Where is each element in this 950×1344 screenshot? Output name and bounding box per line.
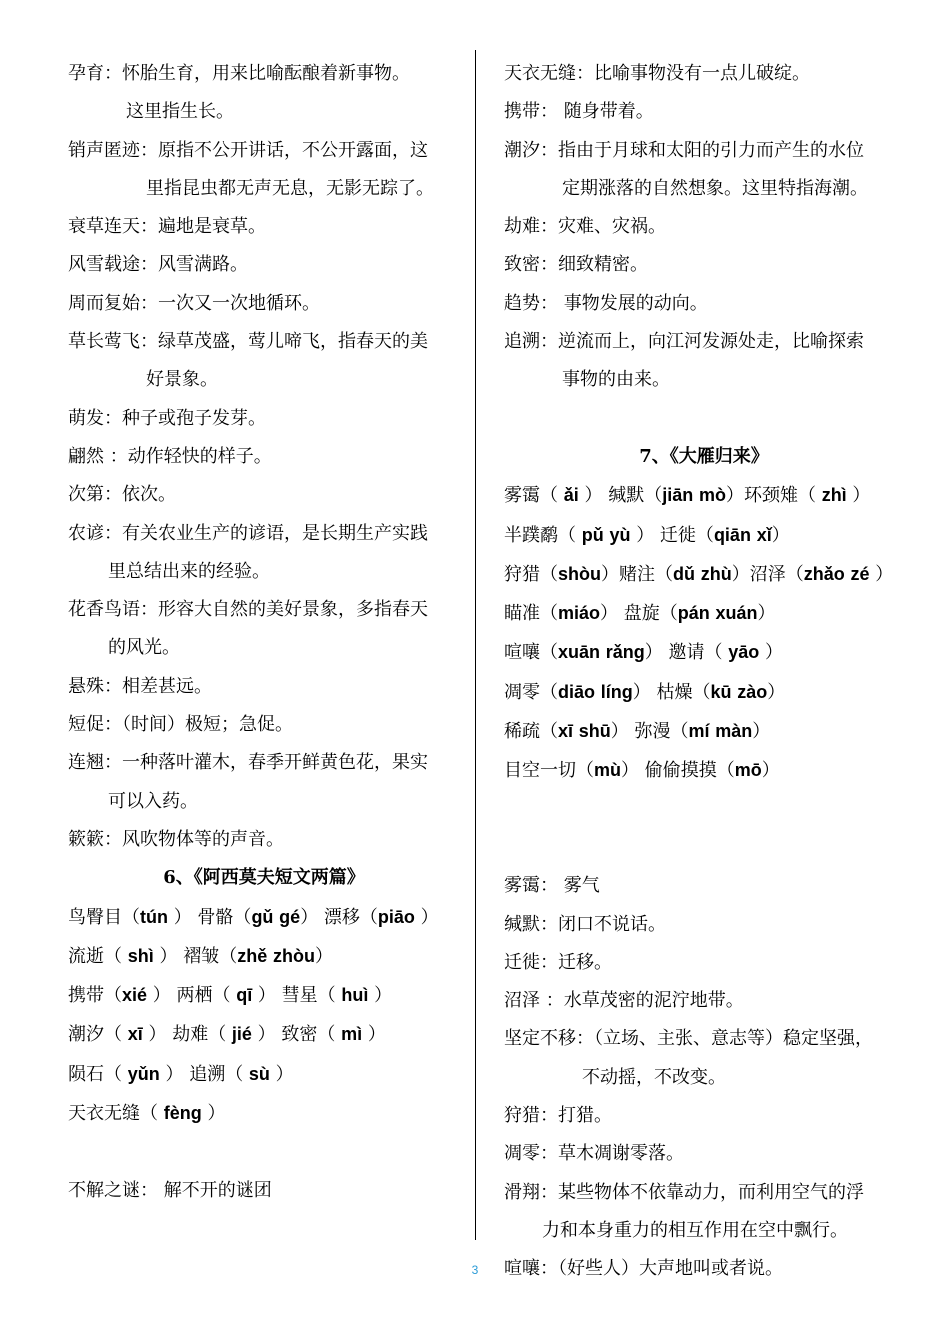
pinyin-line: 半蹼鹬（ pǔ yù ） 迁徙（qiān xǐ） (504, 524, 790, 546)
vocab-line: 风雪载途：风雪满路。 (68, 254, 248, 276)
vocab-line: 天衣无缝：比喻事物没有一点儿破绽。 (504, 63, 810, 84)
spacer (504, 791, 904, 829)
vocab-line: 沼泽 ：水草茂密的泥泞地带。 (504, 990, 744, 1012)
pinyin-line: 潮汐（ xī ） 劫难（ jié ） 致密（ mì ） (68, 1024, 386, 1046)
pinyin-line: 携带（xié ） 两栖（ qī ） 彗星（ huì ） (68, 985, 393, 1007)
vocab-line: 狩猎：打猎。 (504, 1105, 612, 1127)
pinyin-line: 陨石（ yǔn ） 追溯（ sù ） (68, 1063, 294, 1085)
column-divider (475, 50, 476, 1240)
pinyin-line: 瞄准（miáo） 盘旋（pán xuán） (504, 603, 776, 625)
vocab-line: 的风光。 (108, 637, 180, 659)
vocab-line: 周而复始：一次又一次地循环。 (68, 292, 320, 314)
vocab-line: 次第：依次。 (68, 484, 176, 506)
vocab-line: 坚定不移：（立场、主张、意志等）稳定坚强， (504, 1028, 873, 1050)
vocab-line: 追溯：逆流而上，向江河发源处走，比喻探索 (504, 331, 864, 353)
vocab-line: 喧嚷：（好些人）大声地叫或者说。 (504, 1258, 783, 1280)
pinyin-line: 喧嚷（xuān rǎng） 邀请（ yāo ） (504, 642, 783, 664)
vocab-line: 农谚：有关农业生产的谚语，是长期生产实践 (68, 522, 428, 544)
vocab-line: 不动摇，不改变。 (582, 1066, 726, 1088)
right-vocab-list-2 (504, 867, 904, 1288)
vocab-line: 凋零：草木凋谢零落。 (504, 1143, 684, 1165)
vocab-line: 事物的由来。 (562, 369, 670, 391)
vocab-line: 草长莺飞：绿草茂盛，莺儿啼飞，指春天的美 (68, 331, 428, 353)
pinyin-line: 流逝（ shì ） 褶皱（zhě zhòu） (68, 945, 333, 967)
right-vocab-list-1 (504, 55, 904, 400)
vocab-line: 缄默：闭口不说话。 (504, 913, 666, 935)
left-column (68, 55, 460, 1210)
vocab-line: 孕育：怀胎生育，用来比喻酝酿着新事物。 (68, 63, 410, 84)
vocab-line: 滑翔：某些物体不依靠动力，而利用空气的浮 (504, 1181, 864, 1203)
left-vocab-list-2 (68, 1172, 460, 1210)
section-heading-6: 6、《阿西莫夫短文两篇》 (163, 867, 365, 889)
spacer (68, 1133, 460, 1171)
vocab-line: 可以入药。 (108, 790, 198, 812)
vocab-line: 萌发：种子或孢子发芽。 (68, 407, 266, 429)
pinyin-line: 目空一切（mù） 偷偷摸摸（mō） (504, 760, 780, 782)
vocab-line: 花香鸟语：形容大自然的美好景象，多指春天 (68, 599, 428, 621)
section-heading-7: 7、《大雁归来》 (639, 445, 769, 467)
vocab-line: 里指昆虫都无声无息，无影无踪了。 (146, 177, 434, 199)
pinyin-line: 天衣无缝（ fèng ） (68, 1103, 226, 1125)
vocab-line: 簌簌：风吹物体等的声音。 (68, 828, 284, 850)
vocab-line: 悬殊：相差甚远。 (68, 675, 212, 697)
right-pinyin-list (504, 476, 904, 790)
vocab-line: 不解之谜： 解不开的谜团 (68, 1179, 272, 1201)
vocab-line: 潮汐：指由于月球和太阳的引力而产生的水位 (504, 139, 864, 161)
page-number: 3 (471, 1263, 479, 1277)
vocab-line: 衰草连天：遍地是衰草。 (68, 216, 266, 238)
vocab-line: 销声匿迹：原指不公开讲话，不公开露面，这 (68, 139, 428, 161)
left-vocab-list-1 (68, 55, 460, 859)
vocab-line: 定期涨落的自然想象。这里特指海潮。 (562, 177, 868, 199)
pinyin-line: 凋零（diāo líng） 枯燥（kū zào） (504, 681, 786, 703)
vocab-line: 连翘：一种落叶灌木，春季开鲜黄色花，果实 (68, 752, 428, 774)
vocab-line: 雾霭： 雾气 (504, 875, 600, 897)
pinyin-line: 狩猎（shòu）赌注（dǔ zhù）沼泽（zhǎo zé ） (504, 563, 894, 585)
spacer (504, 829, 904, 867)
left-pinyin-list (68, 898, 460, 1134)
vocab-line: 趋势： 事物发展的动向。 (504, 292, 708, 314)
pinyin-line: 雾霭（ ǎi ） 缄默（jiān mò）环颈雉（ zhì ） (504, 485, 871, 507)
vocab-line: 短促：（时间）极短；急促。 (68, 714, 293, 736)
spacer (504, 400, 904, 438)
vocab-line: 这里指生长。 (126, 101, 234, 123)
vocab-line: 翩然 ：动作轻快的样子。 (68, 445, 272, 467)
vocab-line: 携带： 随身带着。 (504, 101, 654, 123)
right-column (504, 55, 904, 1289)
vocab-line: 迁徙：迁移。 (504, 951, 612, 973)
pinyin-line: 鸟臀目（tún ） 骨骼（gǔ gé） 漂移（piāo ） (68, 906, 439, 928)
vocab-line: 里总结出来的经验。 (108, 560, 270, 582)
vocab-line: 力和本身重力的相互作用在空中飘行。 (542, 1219, 848, 1241)
vocab-line: 劫难：灾难、灾祸。 (504, 216, 666, 238)
vocab-line: 致密：细致精密。 (504, 254, 648, 276)
vocab-line: 好景象。 (146, 369, 218, 391)
pinyin-line: 稀疏（xī shū） 弥漫（mí màn） (504, 721, 771, 743)
